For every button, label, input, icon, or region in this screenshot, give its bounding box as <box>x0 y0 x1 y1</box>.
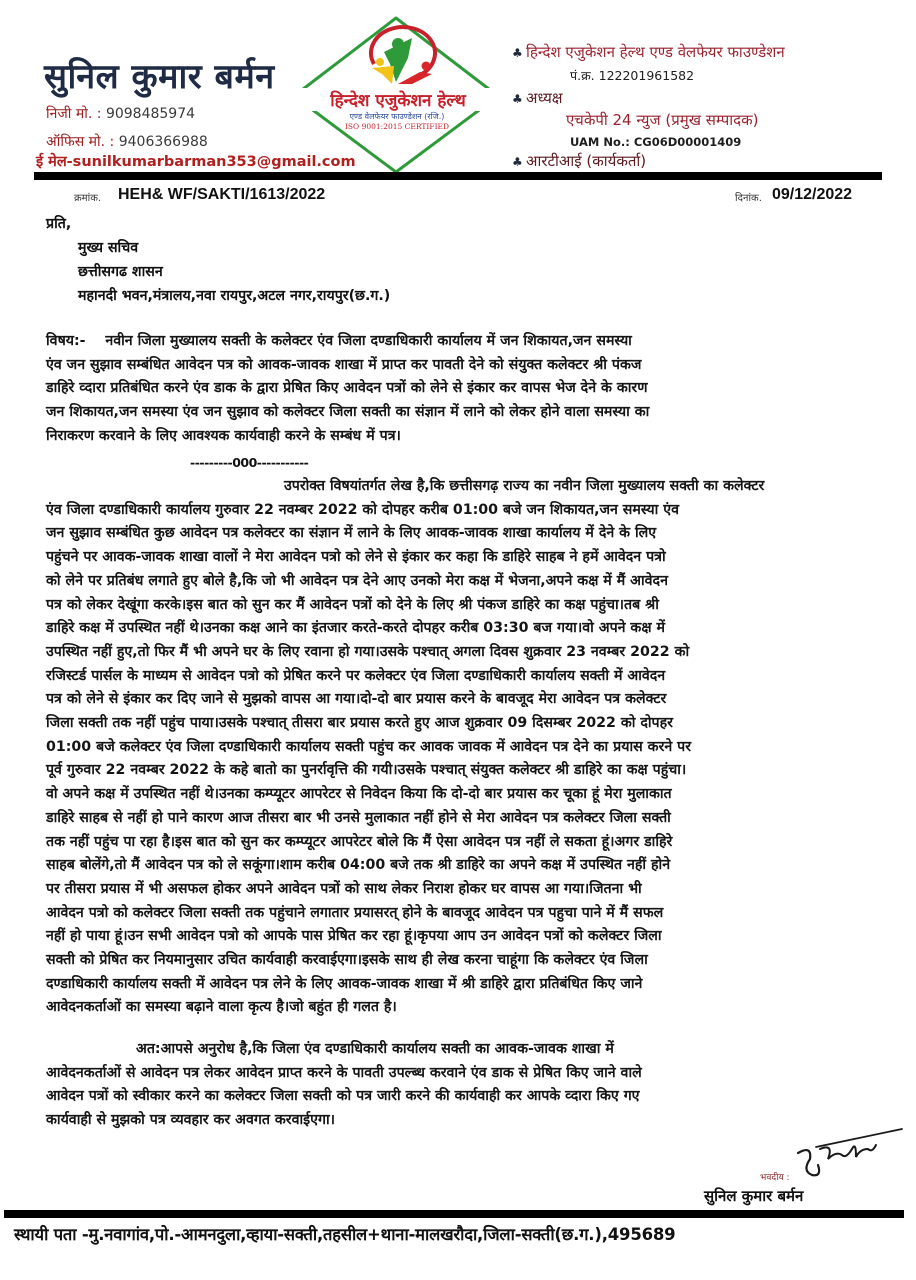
maple-leaf-icon: ♣ <box>512 92 523 106</box>
uam-number: UAM No.: CG06D00001409 <box>570 135 742 149</box>
rh-rti-title: आरटीआई (कार्यकर्ता) <box>526 152 647 170</box>
body-line: पहुंचने पर आवक-जावक शाखा वालों ने मेरा आवेदन पत्रो को लेने से इंकार कर कहा कि डाहिरे साहब ने हमें आवेदन पत्रो <box>46 549 666 566</box>
office-phone <box>46 132 208 151</box>
subject-label: विषय:- <box>46 333 86 349</box>
subject-line: निराकरण करवाने के लिए आवश्यक कार्यवाही करने के सम्बंध में पत्र। <box>46 427 401 444</box>
body-line: पूर्व गुरुवार 22 नवम्बर 2022 के कहे बातो का पुनर्रावृत्ति की गयी।उसके पश्चात् संयुक्त कलेक्टर श्री डाहिरे का कक्ष पहुंचा। <box>46 762 687 779</box>
handwritten-signature-icon <box>790 1125 910 1185</box>
subject-line: डाहिरे व्दारा प्रतिबंधित करने एंव डाक के द्वारा प्रेषित किए आवेदन पत्रों को लेने से इंकार कर वापस भेज देने के कारण <box>46 380 648 397</box>
body-line: तक नहीं पहुंच पा रहा है।इस बात को सुन कर कम्प्यूटर आपरेटर बोले कि मैं ऐसा आवेदन पत्र नहीं ले सकता हूं।अगर डाहिरे <box>46 833 673 850</box>
subject-line: जन शिकायत,जन समस्या एंव जन सुझाव को कलेक्टर जिला सक्ती का संज्ञान में लाने को लेकर होने वाला समस्या का <box>46 404 650 421</box>
logo-title: हिन्देश एजुकेशन हेल्थ <box>278 88 518 111</box>
reference-number: HEH& WF/SAKTI/1613/2022 <box>118 186 326 203</box>
addressee-line: मुख्य सचिव <box>78 240 139 256</box>
body-line: 01:00 बजे कलेक्टर एंव जिला दण्डाधिकारी कार्यालय सक्ती पहुंच कर आवक जावक में आवेदन पत्र देने का प्रयास करने पर <box>46 738 692 755</box>
registration-number: पं.क्र. 122201961582 <box>570 68 695 83</box>
salutation: प्रति, <box>46 216 72 232</box>
office-phone-label: ऑफिस मो. : <box>46 134 119 150</box>
logo-figure-yellow <box>372 66 394 84</box>
logo-subtitle: एण्ड वेलफेयर फाउण्डेशन (रजि.) <box>349 112 445 121</box>
body-line: जिला सक्ती तक नहीं पहुंच पाया।उसके पश्चात् तीसरा बार प्रयास करते हुए आज शुक्रवार 09 दिसम्बर 2022 को दोपहर <box>46 715 673 732</box>
permanent-address: स्थायी पता -मु.नवागांव,पो.-आमनदुला,व्हाया-सक्ती,तहसील+थाना-मालखरौदा,जिला-सक्ती(छ.ग.),495689 <box>14 1225 676 1244</box>
subject-line: एंव जन सुझाव सम्बंधित आवेदन पत्र को आवक-जावक शाखा में प्राप्त कर पावती देने को संयुक्त कलेक्टर श्री पंकज <box>46 356 642 373</box>
body-line: नहीं हो पाया हूं।उन सभी आवेदन पत्रो को आपके पास प्रेषित कर रहा हूं।कृपया आप उन आवेदन पत्रों को कलेक्टर जिला <box>46 928 662 945</box>
rh-president <box>512 88 563 108</box>
section-divider: ---------000----------- <box>190 455 309 470</box>
reference-label: क्रमांक. <box>74 193 102 204</box>
personal-phone-label: निजी मो. : <box>46 106 106 122</box>
body-line: सक्ती को प्रेषित कर नियमानुसार उचित कार्यवाही करवाईएगा।इसके साथ ही लेख करना चाहूंगा कि कलेक्टर एंव जिला <box>46 952 648 969</box>
body-line: पत्र को लेकर देखूंगा करके।इस बात को सुन कर मैं आवेदन पत्रों को देने के लिए श्री पंकज डाहिरे का कक्ष पहुंचा।तब श्री <box>46 596 659 613</box>
logo-figure-red-head <box>422 62 431 71</box>
subject-block <box>46 330 896 449</box>
subject-line: नवीन जिला मुख्यालय सक्ती के कलेक्टर एंव जिला दण्डाधिकारी कार्यालय में जन शिकायत,जन समस्या <box>105 333 632 349</box>
body-line: उपरोक्त विषयांतर्गत लेख है,कि छत्तीसगढ़ राज्य का नवीन जिला मुख्यालय सक्ती का कलेक्टर <box>284 478 765 494</box>
logo-certification: ISO 9001:2015 CERTIFIED <box>344 122 450 131</box>
rh-foundation <box>512 42 785 62</box>
maple-leaf-icon: ♣ <box>512 155 523 169</box>
request-line: आवेदनकर्ताओं से आवेदन पत्र लेकर आवेदन प्राप्त करने के पावती उपल्ब्ध करवाने एंव डाक से प्रेषित किए जाने वाले <box>46 1064 642 1081</box>
request-line: आवेदन पत्रों को स्वीकार करने का कलेक्टर जिला सक्ती को पत्र जारी करने की कार्यवाही कर आपके व्दारा किए गए <box>46 1088 640 1105</box>
body-line: रजिस्टर्ड पार्सल के माध्यम से आवेदन पत्रो को प्रेषित करने पर कलेक्टर एंव जिला दण्डाधिकारी कार्यालय सक्ती में आवेदन <box>46 667 666 684</box>
request-line: अत:आपसे अनुरोध है,कि जिला एंव दण्डाधिकारी कार्यालय सक्ती का आवक-जावक शाखा में <box>136 1041 614 1057</box>
body-line: डाहिरे कक्ष में उपस्थित नहीं थे।उनका कक्ष आने का इंतजार करते-करते दोपहर करीब 03:30 बज गया।वो अपने कक्ष में <box>46 620 665 637</box>
personal-phone <box>46 104 195 123</box>
body-line: आवेदनकर्ताओं का समस्या बढ़ाने वाला कृत्य है।जो बहुंत ही गलत है। <box>46 999 397 1016</box>
letterhead-name: सुनिल कुमार बर्मन <box>44 57 275 97</box>
body-line: दण्डाधिकारी कार्यालय सक्ती में आवेदन पत्र लेने के लिए आवक-जावक शाखा में श्री डाहिरे द्वारा प्रतिबंधित किए जाने <box>46 975 643 992</box>
addressee-line: महानदी भवन,मंत्रालय,नवा रायपुर,अटल नगर,रायपुर(छ.ग.) <box>78 288 391 304</box>
footer-divider <box>4 1210 904 1218</box>
maple-leaf-icon: ♣ <box>512 46 523 60</box>
rh-foundation-title: हिन्देश एजुकेशन हेल्थ एण्ड वेलफेयर फाउण्डेशन <box>526 43 785 61</box>
signature-label: भवदीय : <box>760 1173 790 1183</box>
foundation-logo <box>272 12 520 182</box>
body-line: डाहिरे साहब से नहीं हो पाने कारण आज तीसरा बार भी उनसे मुलाकात नहीं होने से मेरा आवेदन पत्र कलेक्टर जिला सक्ती <box>46 809 671 826</box>
body-line: वो अपने कक्ष में उपस्थित नहीं थे।उनका कम्प्यूटर आपरेटर से निवेदन किया कि दो-दो बार प्रयास कर चूका हूं मेरा मुलाकात <box>46 786 672 803</box>
rh-rti <box>512 151 646 171</box>
request-paragraph <box>46 1038 896 1133</box>
body-line: पत्र को लेने से इंकार कर दिए जाने से मुझको वापस आ गया।दो-दो बार प्रयास करने के बावजूद मेरा आवेदन पत्र कलेक्टर <box>46 691 667 708</box>
signatory-name: सुनिल कुमार बर्मन <box>704 1187 804 1205</box>
email: ई मेल-sunilkumarbarman353@gmail.com <box>36 154 356 170</box>
body-line: साहब बोलेंगे,तो मैं आवेदन पत्र को ले सकूंगा।शाम करीब 04:00 बजे तक श्री डाहिरे का अपने कक्ष में उपस्थित नहीं होने <box>46 857 671 874</box>
personal-phone-value: 9098485974 <box>105 106 196 122</box>
office-phone-value: 9406366988 <box>118 134 208 150</box>
body-line: आवेदन पत्रो को कलेक्टर जिला सक्ती तक पहुंचाने लगातार प्रयासरत् होने के बावजूद आवेदन पत्र पहुचा पाने में मैं सफल <box>46 904 664 921</box>
addressee-line: छत्तीसगढ शासन <box>78 264 163 280</box>
date-value: 09/12/2022 <box>772 186 853 203</box>
logo-figure-red <box>398 72 432 84</box>
logo-figure-yellow-head <box>376 58 384 66</box>
body-line: एंव जिला दण्डाधिकारी कार्यालय गुरुवार 22 नवम्बर 2022 को दोपहर करीब 01:00 बजे जन शिकायत,जन समस्या एंव <box>46 501 679 518</box>
header-divider <box>34 172 882 180</box>
body-line: पर तीसरा प्रयास में भी असफल होकर अपने आवेदन पत्रों को साथ लेकर निराश होकर घर वापस आ गया।जितना भी <box>46 880 642 897</box>
rh-president-title: अध्यक्ष <box>526 89 563 107</box>
date-label: दिनांक. <box>735 193 762 204</box>
body-line: को लेने पर प्रतिबंध लगाते हुए बोले है,कि जो भी आवेदन पत्र देने आए उनको मेरा कक्ष में भेजना,अपने कक्ष में मैं आवेदन <box>46 572 668 589</box>
body-line: उपस्थित नहीं हुए,तो फिर मैं भी अपने घर के लिए रवाना हो गया।उसके पश्चात् अगला दिवस शुक्रवार 23 नवम्बर 2022 को <box>46 643 690 660</box>
request-line: कार्यवाही से मुझको पत्र व्यवहार कर अवगत करवाईएगा। <box>46 1112 336 1129</box>
body-line: जन सुझाव सम्बंधित कुछ आवेदन पत्र कलेक्टर का संज्ञान में लाने के लिए आवक-जावक शाखा कार्यालय में देने के लिए <box>46 525 657 542</box>
news-editor: एचकेपी 24 न्युज (प्रमुख सम्पादक) <box>566 111 759 129</box>
body-paragraph <box>46 475 896 1020</box>
